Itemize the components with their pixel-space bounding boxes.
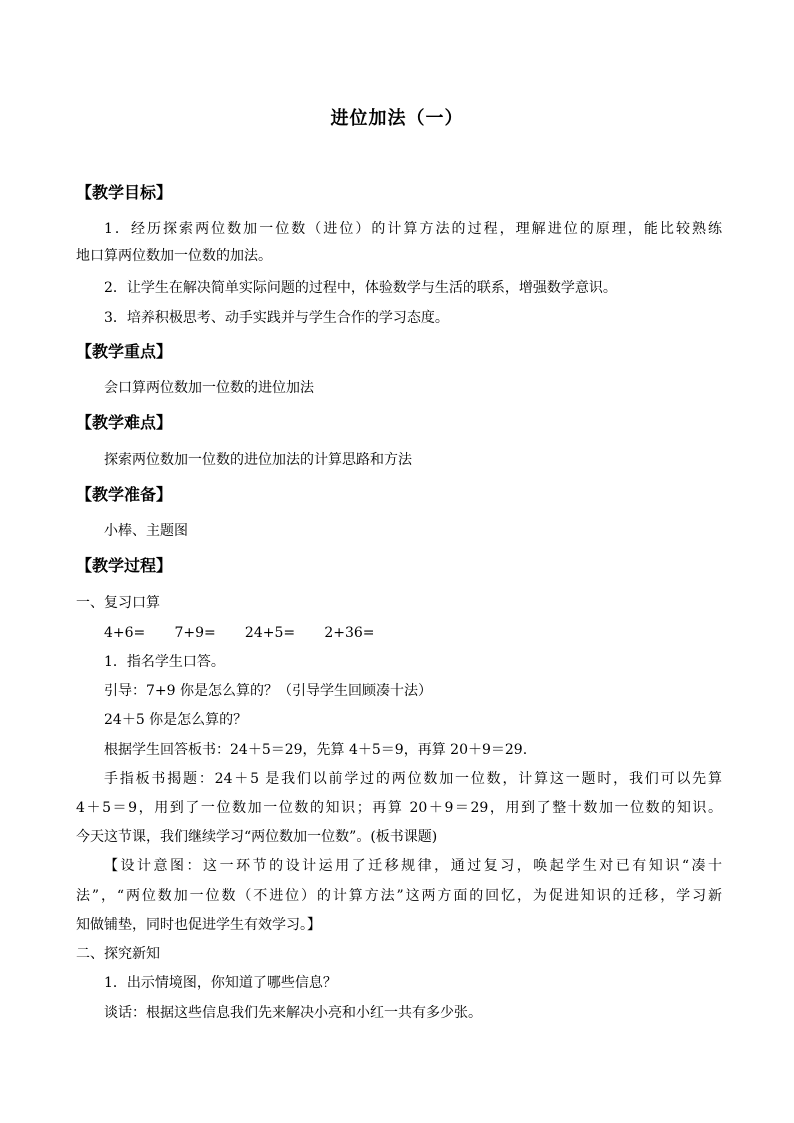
design-intent-line-3: 知做铺垫，同时也促进学生有效学习。】 (76, 917, 321, 933)
heading-preparation: 【教学准备】 (76, 485, 173, 504)
part-1-para-line-3: 今天这节课，我们继续学习“两位数加一位数”。(板书课题) (76, 829, 438, 845)
goal-item-3: 3．培养积极思考、动手实践并与学生合作的学习态度。 (104, 310, 449, 326)
heading-difficulty: 【教学难点】 (76, 413, 173, 432)
preparation-text: 小棒、主题图 (104, 523, 188, 539)
part-1-para-line-2: 4＋5＝9，用到了一位数加一位数的知识；再算 20＋9＝29，用到了整十数加一位数的知识。 (76, 800, 722, 816)
heading-key-point: 【教学重点】 (76, 342, 173, 361)
design-intent-line-2: 法”，“两位数加一位数（不进位）的计算方法”这两方面的回忆，为促进知识的迁移，学习新 (76, 888, 722, 904)
goal-item-1-line-1: 1．经历探索两位数加一位数（进位）的计算方法的过程，理解进位的原理，能比较熟练 (104, 221, 722, 237)
part-1-question: 24＋5 你是怎么算的？ (104, 712, 248, 728)
calc-item: 4+6= (104, 625, 146, 641)
calc-item: 24+5= (244, 625, 296, 641)
part-2-title: 二、探究新知 (76, 946, 160, 962)
document-title: 进位加法（一） (330, 108, 464, 129)
part-1-guide: 引导：7+9 你是怎么算的？（引导学生回顾凑十法） (104, 683, 432, 699)
part-1-para-line-1: 手指板书揭题：24＋5 是我们以前学过的两位数加一位数，计算这一题时，我们可以先算 (104, 771, 722, 787)
calc-item: 7+9= (174, 625, 216, 641)
heading-process: 【教学过程】 (76, 556, 173, 575)
part-1-step-1: 1．指名学生口答。 (104, 654, 225, 670)
goal-item-1-line-2: 地口算两位数加一位数的加法。 (76, 248, 272, 264)
heading-teaching-goals: 【教学目标】 (76, 183, 173, 202)
calc-item: 2+36= (324, 625, 375, 641)
part-2-step-1: 1．出示情境图，你知道了哪些信息？ (104, 975, 337, 991)
review-calculations (104, 626, 375, 640)
goal-item-2: 2．让学生在解决简单实际问题的过程中，体验数学与生活的联系，增强数学意识。 (104, 280, 617, 296)
part-1-title: 一、复习口算 (76, 595, 160, 611)
key-point-text: 会口算两位数加一位数的进位加法 (104, 380, 314, 396)
difficulty-text: 探索两位数加一位数的进位加法的计算思路和方法 (104, 452, 412, 468)
part-2-talk: 谈话：根据这些信息我们先来解决小亮和小红一共有多少张。 (104, 1005, 482, 1021)
design-intent-line-1: 【设计意图：这一环节的设计运用了迁移规律，通过复习，唤起学生对已有知识“凑十 (104, 858, 722, 874)
part-1-board: 根据学生回答板书：24＋5＝29，先算 4＋5＝9，再算 20＋9＝29. (104, 742, 528, 758)
